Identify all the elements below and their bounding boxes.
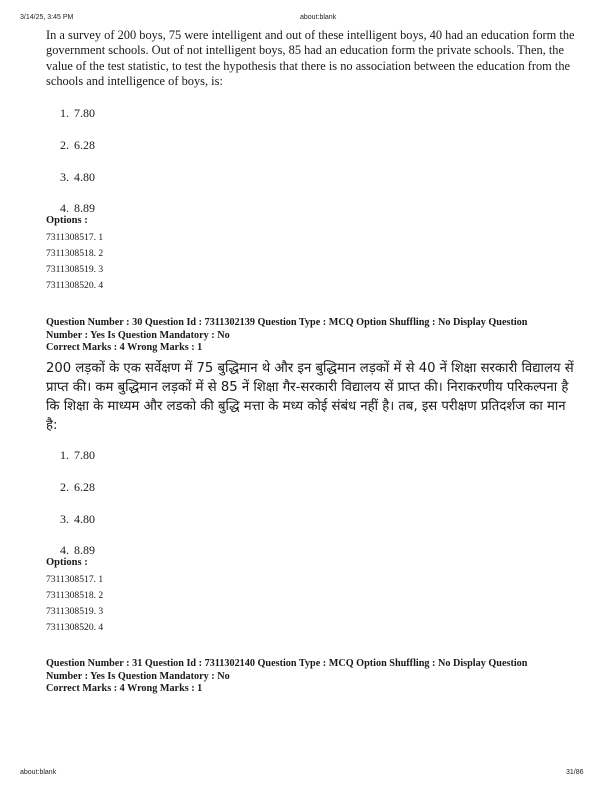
q30-meta-line-2: Number : Yes Is Question Mandatory : No	[46, 329, 230, 341]
print-footer-url: about:blank	[20, 769, 57, 776]
choice-number: 4.	[60, 201, 69, 215]
q30-option-id-3: 7311308519. 3	[46, 606, 104, 617]
choice-value: 7.80	[74, 106, 95, 120]
choice-value: 6.28	[74, 480, 95, 494]
q30-choice-3	[60, 512, 100, 527]
q29-option-id-4: 7311308520. 4	[46, 280, 104, 291]
q30-choice-4	[60, 543, 100, 558]
q29-choice-1	[60, 106, 100, 121]
q31-meta-line-2: Number : Yes Is Question Mandatory : No	[46, 670, 230, 682]
page-number: 31/86	[566, 769, 584, 776]
choice-value: 6.28	[74, 138, 95, 152]
q31-meta	[46, 658, 586, 696]
choice-number: 1.	[60, 106, 69, 120]
choice-number: 2.	[60, 138, 69, 152]
choice-number: 3.	[60, 512, 69, 526]
choice-number: 3.	[60, 170, 69, 184]
q30-choice-2	[60, 480, 100, 495]
print-header-datetime: 3/14/25, 3:45 PM	[20, 14, 74, 21]
choice-number: 4.	[60, 543, 69, 557]
q29-option-id-3: 7311308519. 3	[46, 264, 104, 275]
q29-choice-4	[60, 201, 100, 216]
q30-marks: Correct Marks : 4 Wrong Marks : 1	[46, 342, 203, 354]
q29-option-id-2: 7311308518. 2	[46, 248, 104, 259]
question-30-text: 200 लड़कों के एक सर्वेक्षण में 75 बुद्धिमान थे और इन बुद्धिमान लड़कों में से 40 नें शिक्षा सरकारी विद्यालय सें प्राप्त की। कम बुद्धिमान लड़कों में से 85 नें शिक्षा गैर-सरकारी विद्यालय सें प्राप्त की। निराकरणीय परिकल्पना है कि शिक्षा के माध्यम और लडको की बुद्धि मत्ता के मध्य कोई संबंध नहीं है। तब, इस परीक्षण प्रतिदर्शज का मान है:	[46, 361, 574, 433]
q31-marks: Correct Marks : 4 Wrong Marks : 1	[46, 683, 203, 695]
choice-number: 1.	[60, 448, 69, 462]
choice-value: 4.80	[74, 512, 95, 526]
q30-meta-line-1: Question Number : 30 Question Id : 7311302139 Question Type : MCQ Option Shuffling : No Display Question	[46, 317, 528, 328]
q30-meta	[46, 317, 586, 355]
q30-option-id-1: 7311308517. 1	[46, 574, 104, 585]
q29-option-id-1: 7311308517. 1	[46, 232, 104, 243]
q30-option-id-2: 7311308518. 2	[46, 590, 104, 601]
print-header-url: about:blank	[300, 14, 337, 21]
q30-options-label: Options :	[46, 557, 88, 568]
q29-options-label: Options :	[46, 215, 88, 226]
choice-value: 8.89	[74, 201, 95, 215]
choice-value: 4.80	[74, 170, 95, 184]
q31-meta-line-1: Question Number : 31 Question Id : 7311302140 Question Type : MCQ Option Shuffling : No Display Question	[46, 658, 528, 669]
question-29-text: In a survey of 200 boys, 75 were intelligent and out of these intelligent boys, 40 had an education form the government schools. Out of not intelligent boys, 85 had an education form the private schools. Then, the value of the test statistic, to test the hypothesis that there is no association between the education from the schools and intelligence of boys, is:	[46, 28, 575, 89]
q29-choice-2	[60, 138, 100, 153]
choice-value: 7.80	[74, 448, 95, 462]
q30-choice-1	[60, 448, 100, 463]
choice-value: 8.89	[74, 543, 95, 557]
q29-choice-3	[60, 170, 100, 185]
q30-option-id-4: 7311308520. 4	[46, 622, 104, 633]
choice-number: 2.	[60, 480, 69, 494]
